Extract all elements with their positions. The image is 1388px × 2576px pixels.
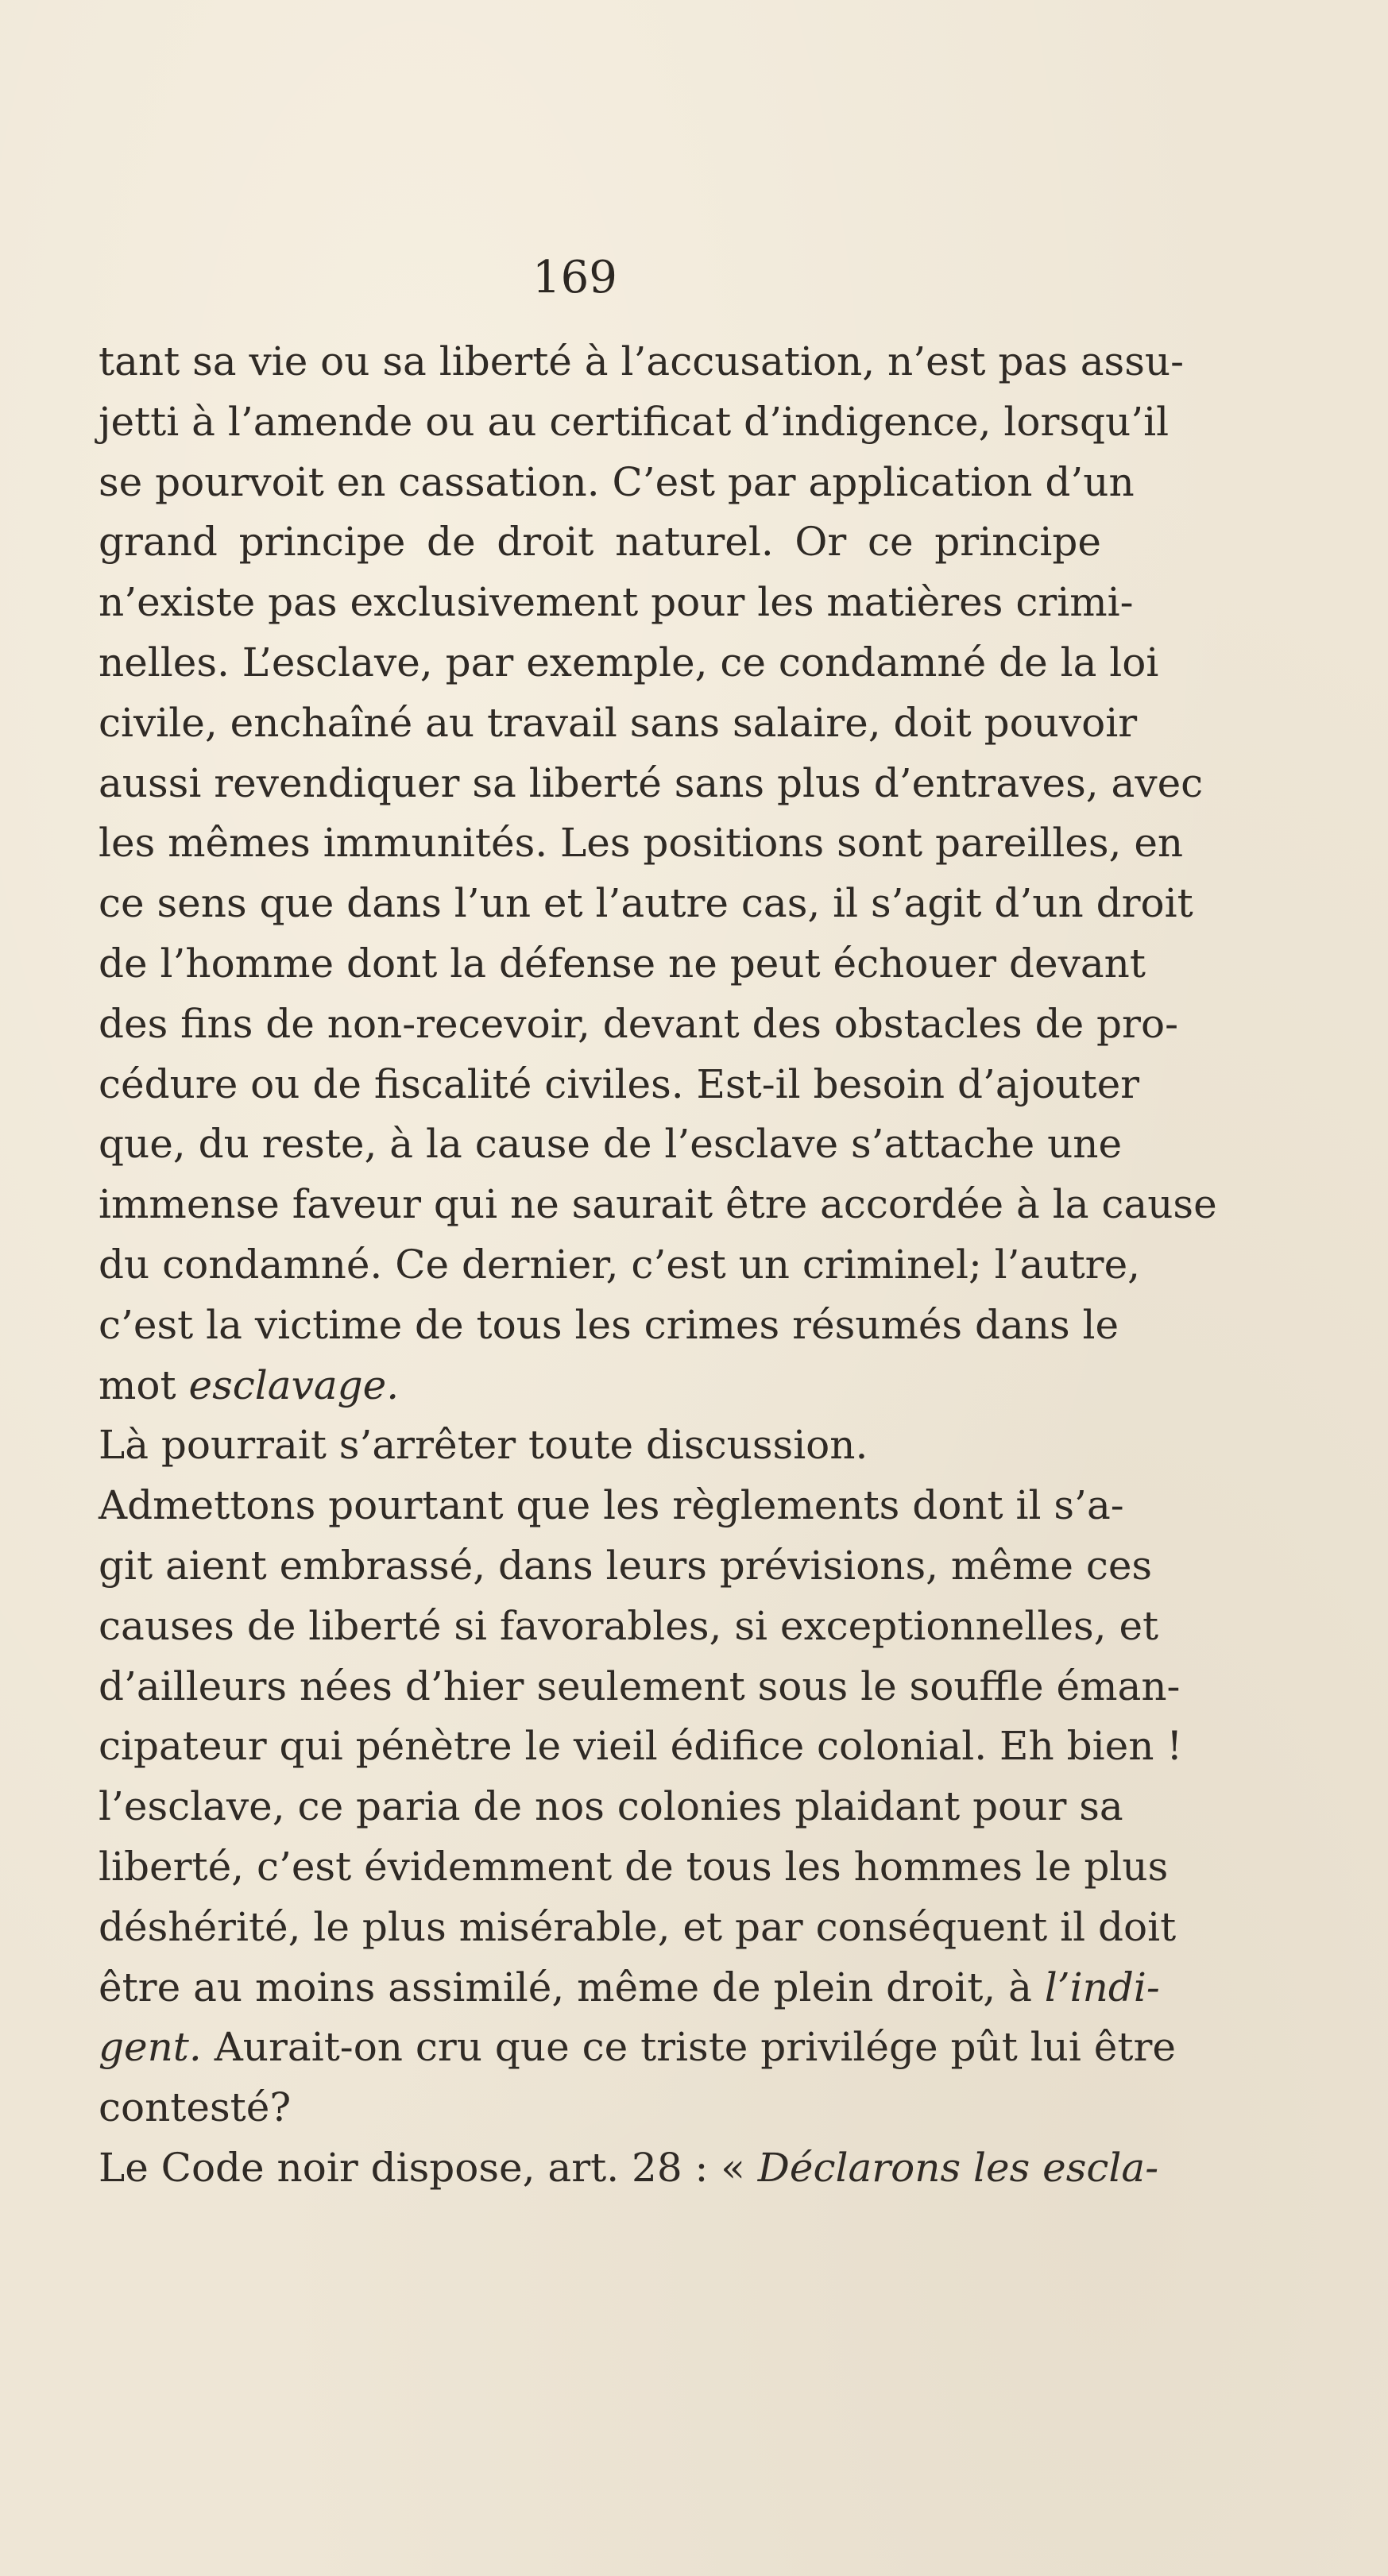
text-fragment: mot [99,1361,189,1408]
text-line: Admettons pourtant que les règlements dont il s’a- [99,1482,1124,1529]
text-line: c’est la victime de tous les crimes résumés dans le [99,1301,1119,1348]
text-line: de l’homme dont la défense ne peut échouer devant [99,940,1146,987]
text-line: cédure ou de fiscalité civiles. Est-il besoin d’ajouter [99,1060,1140,1107]
text-line: civile, enchaîné au travail sans salaire, doit pouvoir [99,699,1138,746]
text-fragment: Le Code noir dispose, art. 28 : « [99,2144,758,2191]
text-line: l’esclave, ce paria de nos colonies plaidant pour sa [99,1783,1123,1830]
text-line: nelles. L’esclave, par exemple, ce condamné de la loi [99,639,1159,686]
text-line-conteste: contesté? [99,2084,292,2131]
paragraph-discussion: Là pourrait s’arrêter toute discussion. [99,1422,868,1469]
text-line: tant sa vie ou sa liberté à l’accusation, n’est pas assu- [99,338,1184,384]
body-text [99,332,1217,2199]
text-line: aussi revendiquer sa liberté sans plus d’entraves, avec [99,759,1204,806]
text-line: les mêmes immunités. Les positions sont pareilles, en [99,820,1184,867]
text-line: cipateur qui pénètre le vieil édifice colonial. Eh bien ! [99,1723,1183,1770]
text-fragment: être au moins assimilé, même de plein droit, à [99,1964,1045,2010]
text-line: d’ailleurs nées d’hier seulement sous le souffle éman- [99,1663,1181,1709]
text-line: se pourvoit en cassation. C’est par application d’un [99,458,1135,505]
italic-word-esclavage: esclavage. [188,1361,400,1408]
text-line: liberté, c’est évidemment de tous les hommes le plus [99,1843,1169,1890]
italic-word-indigent: l’indi- [1044,1964,1160,2010]
text-line: déshérité, le plus misérable, et par conséquent il doit [99,1903,1177,1950]
text-line-privilege [99,2018,1176,2078]
text-fragment: Aurait-on cru que ce triste privilége pût lui être [201,2024,1176,2071]
text-line: n’existe pas exclusivement pour les matières crimi- [99,579,1134,626]
text-line: immense faveur qui ne saurait être accordée à la cause [99,1181,1217,1228]
text-line: grand principe de droit naturel. Or ce principe [99,519,1101,566]
text-line: git aient embrassé, dans leurs prévisions, même ces [99,1542,1153,1589]
text-line-code-noir [99,2138,1159,2199]
text-line: des fins de non-recevoir, devant des obstacles de pro- [99,1000,1178,1047]
text-line: causes de liberté si favorables, si exceptionnelles, et [99,1602,1159,1649]
text-line: jetti à l’amende ou au certificat d’indigence, lorsqu’il [99,398,1170,445]
text-line: du condamné. Ce dernier, c’est un criminel; l’autre, [99,1241,1141,1288]
text-line: que, du reste, à la cause de l’esclave s’attache une [99,1121,1123,1168]
italic-quote-code-noir: Déclarons les escla- [757,2144,1159,2191]
italic-word-gent: gent. [99,2024,202,2071]
page-number: 169 [532,252,617,303]
text-line: ce sens que dans l’un et l’autre cas, il s’agit d’un droit [99,880,1193,927]
text-line-indigent [99,1958,1160,2018]
text-line-esclavage [99,1356,1101,1416]
